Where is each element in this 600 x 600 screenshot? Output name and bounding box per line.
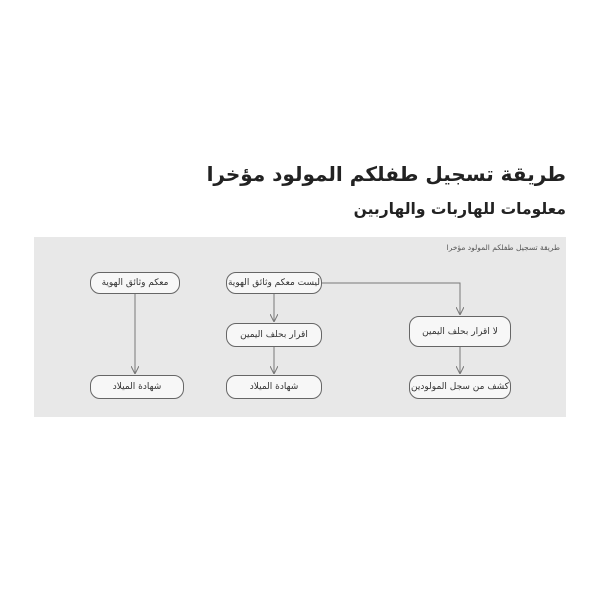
page-title: طريقة تسجيل طفلكم المولود مؤخرا	[206, 162, 566, 186]
node-no-sworn-statement: لا اقرار بحلف اليمين	[409, 316, 511, 347]
node-birth-certificate-middle: شهادة الميلاد	[226, 375, 322, 399]
node-birth-certificate-left: شهادة الميلاد	[90, 375, 184, 399]
arrow-no-id-to-no-sworn	[322, 283, 460, 314]
node-sworn-statement: اقرار بحلف اليمين	[226, 323, 322, 347]
node-no-id-docs: ليست معكم وثائق الهوية	[226, 272, 322, 294]
node-with-id-docs: معكم وثائق الهوية	[90, 272, 180, 294]
page-subtitle: معلومات للهاربات والهاربين	[353, 200, 566, 218]
diagram-caption: طريقة تسجيل طفلكم المولود مؤخرا	[446, 243, 560, 252]
node-register-extract: كشف من سجل المولودين	[409, 375, 511, 399]
flowchart-panel	[34, 237, 566, 417]
